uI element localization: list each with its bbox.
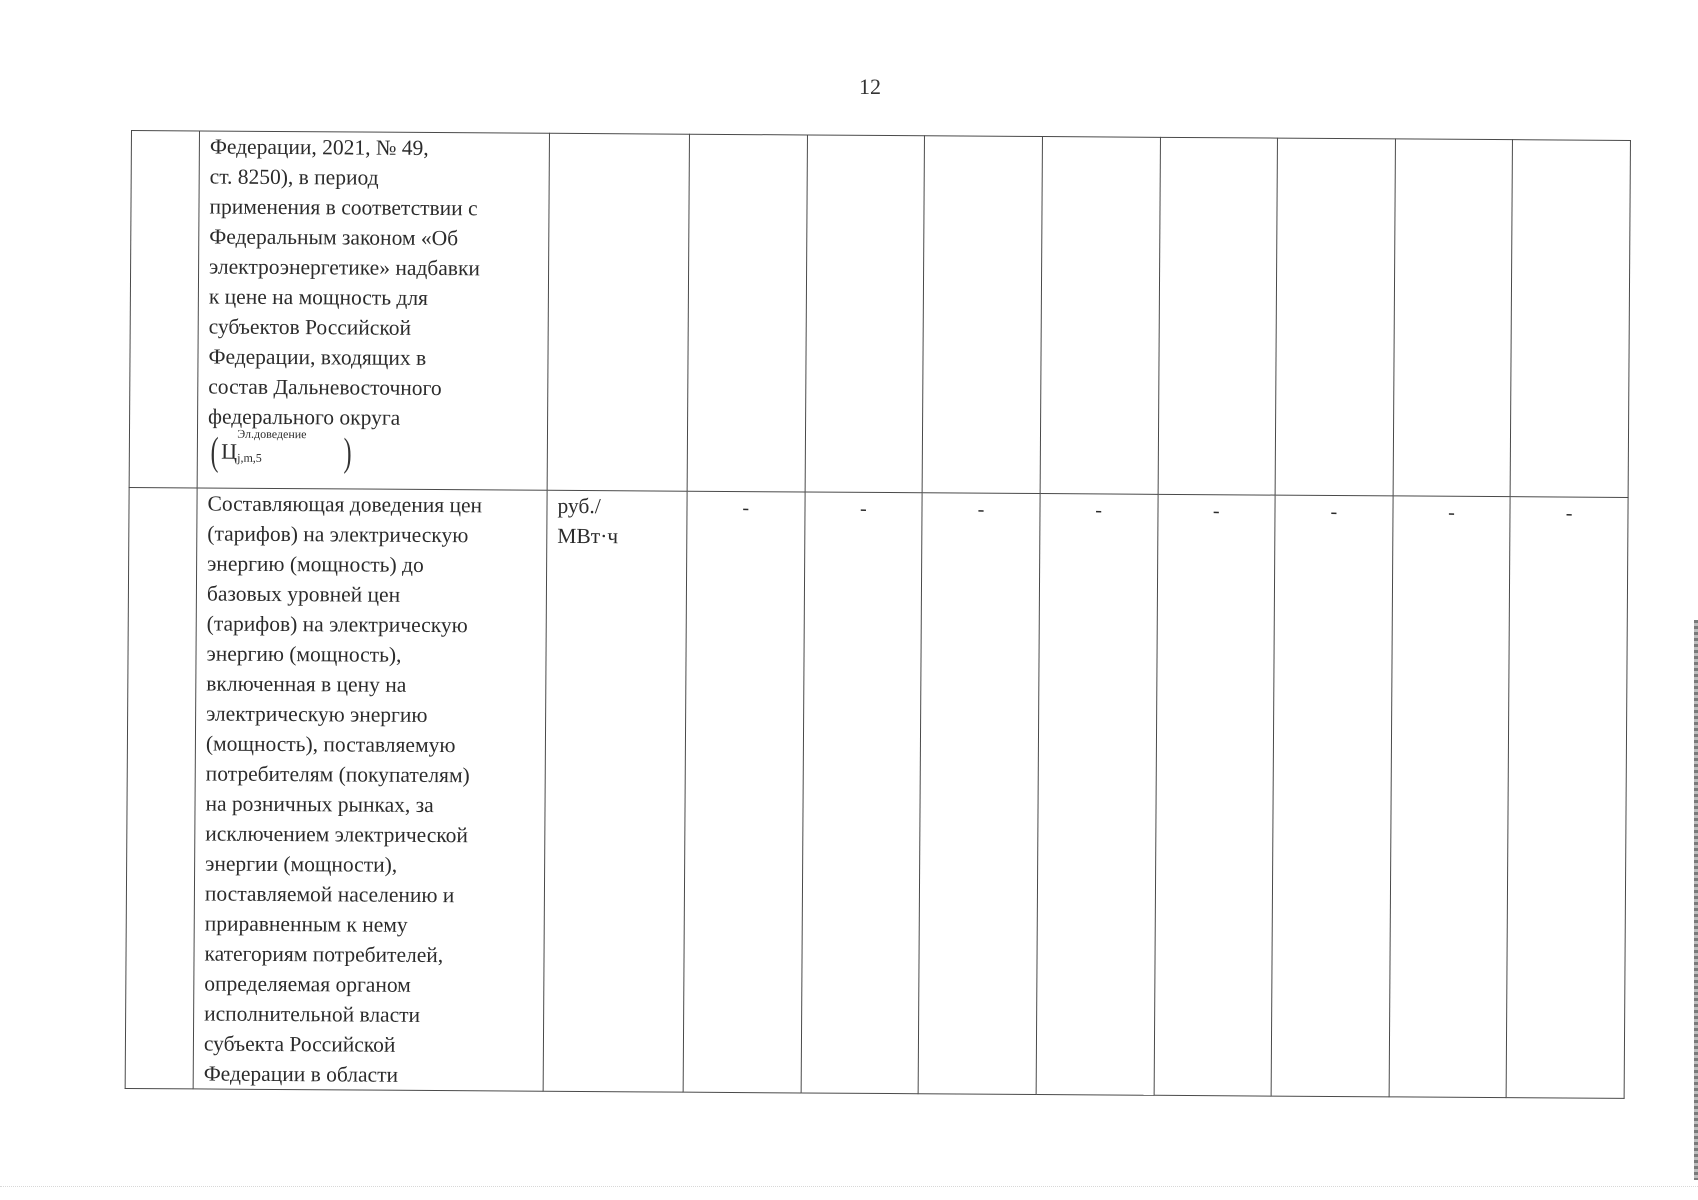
indicator-name: Федерации, 2021, № 49, ст. 8250), в период применения в соответствии с Федеральным законом «Об электроэнергетике» надбавки к цене на мощность для субъектов Российской Федерации, входящих в состав Дальневосточного федерального округа bbox=[208, 134, 481, 430]
page-number: 12 bbox=[859, 74, 881, 99]
formula-base: Ц bbox=[221, 438, 238, 464]
value-cell bbox=[1389, 496, 1511, 1098]
value-cell bbox=[805, 135, 925, 493]
unit-cell bbox=[547, 133, 689, 491]
unit-cell bbox=[543, 490, 687, 1092]
left-paren: ( bbox=[210, 428, 219, 474]
dash-value: - bbox=[860, 497, 867, 520]
scan-artifact-bottom bbox=[0, 1186, 1698, 1190]
indicator-name-cell bbox=[193, 488, 547, 1091]
value-cell bbox=[687, 134, 807, 492]
value-cell bbox=[1510, 140, 1630, 498]
value-cell bbox=[922, 136, 1042, 494]
right-paren: ) bbox=[343, 429, 352, 475]
dash-value: - bbox=[977, 498, 985, 521]
value-cell bbox=[1506, 497, 1628, 1099]
dash-value: - bbox=[1330, 500, 1338, 524]
value-cell bbox=[1158, 137, 1278, 495]
value-cell bbox=[683, 491, 805, 1093]
value-cell bbox=[918, 493, 1040, 1095]
formula-symbol bbox=[221, 426, 341, 468]
scan-artifact-edge bbox=[1694, 620, 1698, 1180]
formula-superscript: Эл.доведение bbox=[237, 426, 307, 442]
indicator-name: Составляющая доведения цен (тарифов) на электрическую энергию (мощность) до базовых уровней цен (тарифов) на электрическую энергию (мощность), включенная в цену на электрическую энергию (мощность), поставляемую потребителям (покупателям) на розничных рынках, за исключением электрической энергии (мощности), поставляемой населению и приравненным к нему категориям потребителей, определяемая органом исполнительной власти субъекта Российской Федерации в области bbox=[203, 491, 483, 1087]
table-row bbox=[125, 487, 1628, 1098]
dash-value: - bbox=[1212, 500, 1220, 523]
value-cell bbox=[1393, 139, 1513, 497]
data-table bbox=[125, 130, 1631, 1099]
row-number-cell bbox=[125, 487, 197, 1088]
value-cell bbox=[1036, 494, 1158, 1096]
formula-subscript: j,m,5 bbox=[237, 450, 262, 465]
dash-value: - bbox=[1095, 499, 1103, 522]
dash-value: - bbox=[1448, 501, 1455, 524]
value-cell bbox=[1154, 494, 1276, 1096]
indicator-name-cell bbox=[197, 131, 549, 490]
value-cell bbox=[1275, 138, 1395, 496]
formula-notation bbox=[208, 426, 354, 475]
dash-value: - bbox=[1565, 502, 1573, 525]
value-cell bbox=[1271, 495, 1393, 1097]
value-cell bbox=[801, 492, 923, 1094]
table-row bbox=[129, 131, 1630, 498]
value-cell bbox=[1040, 137, 1160, 495]
unit-text: руб./ МВт·ч bbox=[557, 493, 619, 549]
dash-value: - bbox=[742, 497, 750, 520]
row-number-cell bbox=[129, 131, 199, 488]
